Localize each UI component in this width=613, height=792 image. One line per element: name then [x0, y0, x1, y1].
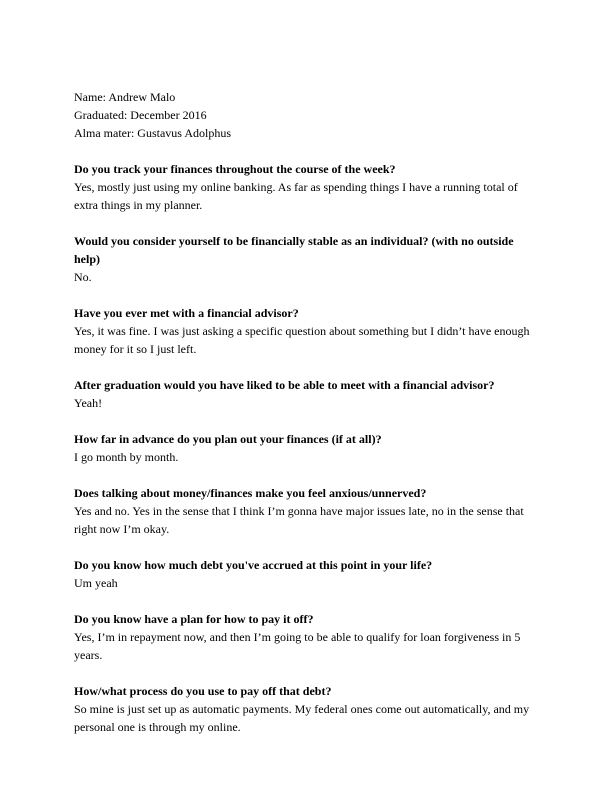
question-text: Would you consider yourself to be financially stable as an individual? (with no outside help)	[74, 234, 514, 266]
question-text: How/what process do you use to pay off that debt?	[74, 684, 332, 698]
answer-text: Yes, it was fine. I was just asking a specific question about something but I didn’t have enough money for it so I just left.	[74, 324, 530, 356]
alma-mater: Alma mater: Gustavus Adolphus	[74, 126, 231, 140]
qa-item	[74, 484, 540, 538]
answer-text: Yeah!	[74, 396, 103, 410]
interviewee-info	[74, 88, 540, 142]
answer-text: So mine is just set up as automatic payments. My federal ones come out automatically, and my personal one is through my online.	[74, 702, 530, 734]
answer-text: No.	[74, 270, 92, 284]
interviewee-name: Name: Andrew Malo	[74, 90, 176, 104]
qa-item	[74, 160, 540, 214]
qa-item	[74, 376, 540, 412]
question-text: After graduation would you have liked to be able to meet with a financial advisor?	[74, 378, 495, 392]
graduation-date: Graduated: December 2016	[74, 108, 207, 122]
question-text: Have you ever met with a financial advisor?	[74, 306, 299, 320]
question-text: Do you track your finances throughout the course of the week?	[74, 162, 396, 176]
question-text: How far in advance do you plan out your finances (if at all)?	[74, 432, 382, 446]
answer-text: Yes, mostly just using my online banking. As far as spending things I have a running total of extra things in my planner.	[74, 180, 518, 212]
answer-text: Yes and no. Yes in the sense that I think I’m gonna have major issues late, no in the sense that right now I’m okay.	[74, 504, 524, 536]
question-text: Do you know how much debt you've accrued at this point in your life?	[74, 558, 433, 572]
qa-item	[74, 556, 540, 592]
qa-item	[74, 232, 540, 286]
question-text: Does talking about money/finances make you feel anxious/unnerved?	[74, 486, 427, 500]
answer-text: Yes, I’m in repayment now, and then I’m going to be able to qualify for loan forgiveness in 5 years.	[74, 630, 521, 662]
qa-item	[74, 430, 540, 466]
qa-item	[74, 304, 540, 358]
qa-item	[74, 682, 540, 736]
question-text: Do you know have a plan for how to pay it off?	[74, 612, 314, 626]
document-body	[74, 88, 540, 754]
qa-item	[74, 610, 540, 664]
answer-text: Um yeah	[74, 576, 118, 590]
answer-text: I go month by month.	[74, 450, 179, 464]
